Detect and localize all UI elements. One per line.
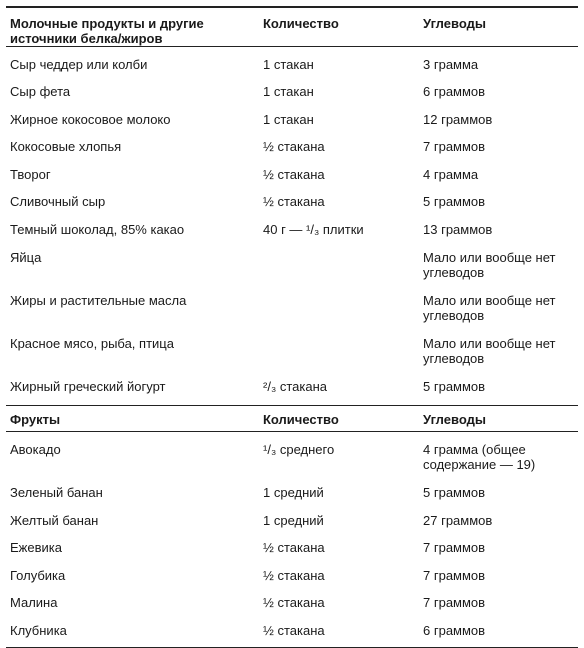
- item-carbs: 3 грамма: [423, 57, 578, 72]
- table-row: [6, 194, 578, 222]
- dairy-header-qty: Количество: [263, 16, 423, 31]
- item-name: Сыр чеддер или колби: [10, 57, 263, 72]
- item-quantity: 1 стакан: [263, 84, 423, 99]
- item-name: Красное мясо, рыба, птица: [10, 336, 263, 351]
- table-row: [6, 623, 578, 647]
- item-carbs: 7 граммов: [423, 139, 578, 154]
- item-quantity: 1 стакан: [263, 112, 423, 127]
- item-quantity: ²/₃ стакана: [263, 379, 423, 394]
- item-carbs: Мало или вообще нет углеводов: [423, 250, 578, 280]
- table-row: [6, 250, 578, 293]
- item-name: Яйца: [10, 250, 263, 265]
- table-row: [6, 568, 578, 596]
- item-name: Кокосовые хлопья: [10, 139, 263, 154]
- table-row: [6, 293, 578, 336]
- item-carbs: 13 граммов: [423, 222, 578, 237]
- fruit-rows: [6, 432, 578, 647]
- item-quantity: ½ стакана: [263, 139, 423, 154]
- item-name: Авокадо: [10, 442, 263, 457]
- item-name: Голубика: [10, 568, 263, 583]
- table-row: [6, 139, 578, 167]
- item-carbs: 5 граммов: [423, 194, 578, 209]
- table-row: [6, 595, 578, 623]
- item-quantity: ½ стакана: [263, 568, 423, 583]
- table-row: [6, 379, 578, 405]
- item-carbs: 4 грамма: [423, 167, 578, 182]
- fruits-header-qty: Количество: [263, 412, 423, 427]
- item-carbs: 27 граммов: [423, 513, 578, 528]
- table-row: [6, 336, 578, 379]
- item-carbs: 7 граммов: [423, 595, 578, 610]
- item-carbs: 5 граммов: [423, 379, 578, 394]
- dairy-header-carbs: Углеводы: [423, 16, 578, 31]
- dairy-rows: [6, 47, 578, 405]
- table-row: [6, 442, 578, 485]
- item-name: Ежевика: [10, 540, 263, 555]
- item-quantity: 1 средний: [263, 513, 423, 528]
- item-name: Малина: [10, 595, 263, 610]
- item-name: Зеленый банан: [10, 485, 263, 500]
- table-row: [6, 485, 578, 513]
- item-quantity: ½ стакана: [263, 595, 423, 610]
- item-name: Творог: [10, 167, 263, 182]
- item-name: Темный шоколад, 85% какао: [10, 222, 263, 237]
- item-name: Жирный греческий йогурт: [10, 379, 263, 394]
- item-carbs: 5 граммов: [423, 485, 578, 500]
- item-quantity: 1 стакан: [263, 57, 423, 72]
- item-quantity: ¹/₃ среднего: [263, 442, 423, 457]
- item-carbs: 7 граммов: [423, 540, 578, 555]
- table-row: [6, 167, 578, 195]
- item-name: Сыр фета: [10, 84, 263, 99]
- table-row: [6, 222, 578, 250]
- nutrition-table: [6, 6, 578, 648]
- item-carbs: 4 грамма (общее содержание — 19): [423, 442, 578, 472]
- item-quantity: 40 г — ¹/₃ плитки: [263, 222, 423, 237]
- dairy-header-row: [6, 8, 578, 46]
- table-row: [6, 57, 578, 85]
- item-quantity: ½ стакана: [263, 623, 423, 638]
- item-quantity: 1 средний: [263, 485, 423, 500]
- item-name: Сливочный сыр: [10, 194, 263, 209]
- fruits-header-name: Фрукты: [10, 412, 263, 427]
- item-name: Жирное кокосовое молоко: [10, 112, 263, 127]
- table-row: [6, 84, 578, 112]
- item-carbs: 6 граммов: [423, 623, 578, 638]
- table-row: [6, 513, 578, 541]
- item-carbs: 7 граммов: [423, 568, 578, 583]
- item-carbs: 12 граммов: [423, 112, 578, 127]
- table-row: [6, 112, 578, 140]
- fruits-header-carbs: Углеводы: [423, 412, 578, 427]
- fruits-header-row: [6, 406, 578, 431]
- item-quantity: ½ стакана: [263, 167, 423, 182]
- dairy-header-name: Молочные продукты и другие источники белка/жиров: [10, 16, 263, 46]
- item-name: Клубника: [10, 623, 263, 638]
- item-carbs: Мало или вообще нет углеводов: [423, 293, 578, 323]
- item-quantity: ½ стакана: [263, 540, 423, 555]
- item-carbs: 6 граммов: [423, 84, 578, 99]
- item-name: Жиры и растительные масла: [10, 293, 263, 308]
- item-name: Желтый банан: [10, 513, 263, 528]
- table-row: [6, 540, 578, 568]
- item-carbs: Мало или вообще нет углеводов: [423, 336, 578, 366]
- item-quantity: ½ стакана: [263, 194, 423, 209]
